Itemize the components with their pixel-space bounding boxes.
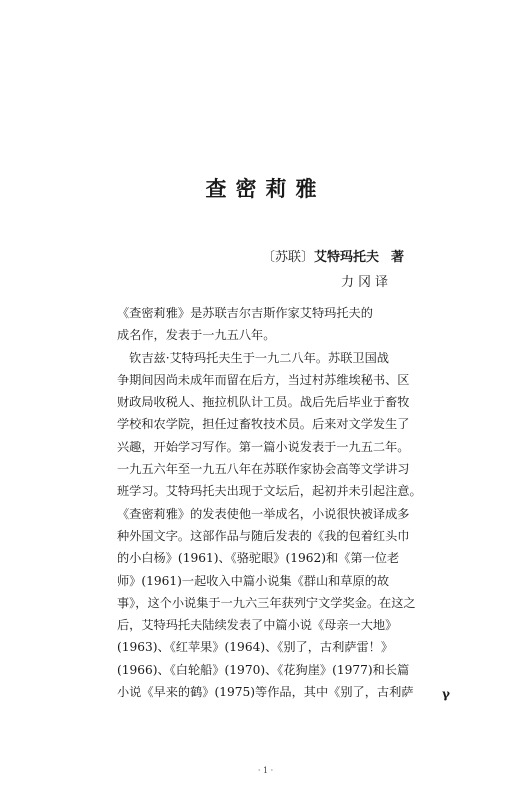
body-line: 《查密莉雅》的发表使他一举成名，小说很快被译成多 [117,506,410,521]
body-line: 钦吉兹·艾特玛托夫生于一九二八年。苏联卫国战 [117,350,389,365]
translator-credit: 力冈译 [341,275,393,290]
body-line: 争期间因尚未成年而留在后方，当过村苏维埃秘书、区 [117,372,410,387]
body-line: 财政局收税人、拖拉机队计工员。战后先后毕业于畜牧 [117,395,410,410]
author-country: 〔苏联〕 [262,250,315,265]
body-line: 成名作，发表于一九五八年。 [117,328,276,343]
author-name: 艾特玛托夫 [314,250,380,265]
body-line: 的小白杨》(1961)、《骆驼眼》(1962)和《第一位老 [117,551,400,566]
page-title: 查密莉雅 [205,176,326,201]
body-line: 学校和农学院，担任过畜牧技术员。后来对文学发生了 [117,417,410,432]
body-line: 兴趣，开始学习写作。第一篇小说发表于一九五二年。 [117,439,410,454]
body-line: 后，艾特玛托夫陆续发表了中篇小说《母亲一大地》 [117,618,398,633]
body-line: (1963)、《红苹果》(1964)、《别了，古利萨雷！》 [117,640,394,655]
body-text [117,302,439,703]
body-line: 一九五六年至一九五八年在苏联作家协会高等文学讲习 [117,462,410,477]
page-number: · 1 · [257,766,274,775]
body-line: 师》(1961)一起收入中篇小说集《群山和草原的故 [117,573,390,588]
author-role: 著 [391,250,405,265]
body-line: 种外国文字。这部作品与随后发表的《我的包着红头巾 [117,528,410,543]
body-line: (1966)、《白轮船》(1970)、《花狗崖》(1977)和长篇 [117,662,410,677]
body-line: 《查密莉雅》是苏联吉尔吉斯作家艾特玛托夫的 [117,306,373,320]
body-line: 小说《早来的鹤》(1975)等作品，其中《别了，古利萨 [117,685,414,700]
author-byline [262,246,404,265]
body-line: 事》，这个小说集于一九六三年获列宁文学奖金。在这之 [117,595,416,610]
margin-mark: γ [442,687,450,701]
body-line: 班学习。艾特玛托夫出现于文坛后，起初并未引起注意。 [117,484,422,499]
